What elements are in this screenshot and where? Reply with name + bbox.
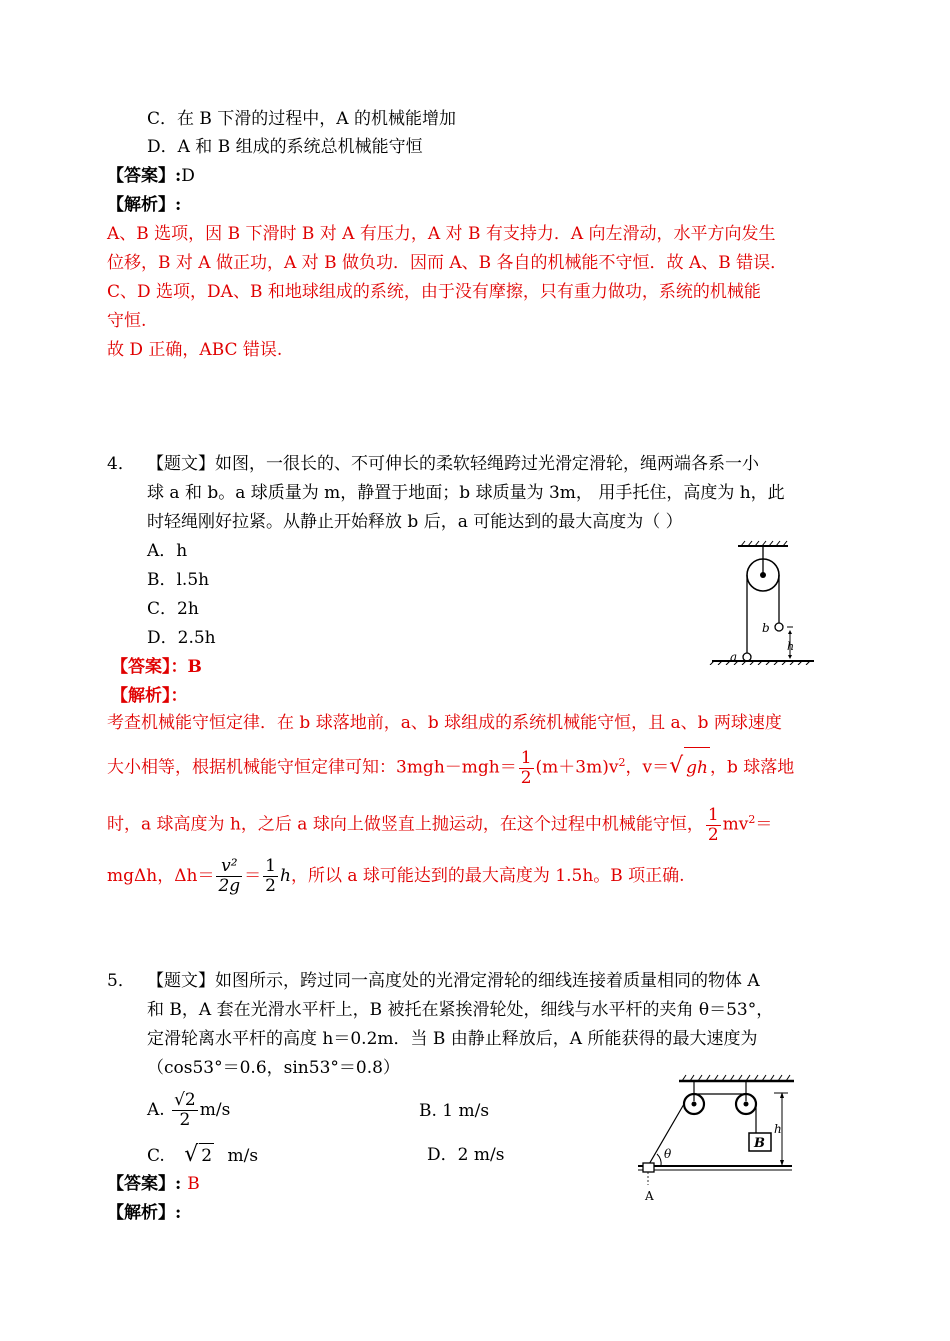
fraction-one-half — [263, 857, 278, 896]
q5-opt-a-label: A. — [147, 1100, 165, 1120]
q3-analysis-label: 【解析】: — [107, 195, 182, 215]
q4-analysis-line-4 — [107, 856, 685, 896]
q5-option-c — [147, 1143, 258, 1168]
q4-a4-eq: ＝ — [244, 866, 262, 886]
q4-option-c: C．2h — [147, 599, 199, 619]
sqrt-icon: √ — [669, 753, 684, 779]
q3-option-c: C．在 B 下滑的过程中，A 的机械能增加 — [147, 109, 456, 129]
q3-analysis-line: A、B 选项，因 B 下滑时 B 对 A 有压力，A 对 B 有支持力．A 向左滑动，水平方向发生 — [107, 224, 776, 244]
q4-a3-mv: mv — [722, 814, 749, 835]
label-a: a — [730, 650, 738, 664]
q3-answer-label: 【答案】: — [107, 166, 182, 186]
q5-opt-a-unit: m/s — [199, 1100, 231, 1120]
q4-a3-sq: 2 — [748, 813, 756, 826]
fraction-one-half — [706, 806, 721, 845]
q3-answer — [107, 164, 195, 188]
q5-stem-line: 定滑轮离水平杆的高度 h＝0.2m．当 B 由静止释放后，A 所能获得的最大速度为 — [147, 1029, 758, 1049]
fraction-v2-over-2g — [216, 857, 242, 896]
label-theta: θ — [664, 1147, 672, 1161]
q3-option-d: D．A 和 B 组成的系统总机械能守恒 — [147, 137, 423, 157]
q4-a3-pre: 时，a 球高度为 h，之后 a 球向上做竖直上抛运动，在这个过程中机械能守恒， — [107, 814, 704, 835]
q3-answer-value: D — [181, 166, 195, 186]
q5-analysis-label: 【解析】: — [107, 1203, 182, 1223]
ball-b — [775, 623, 783, 631]
q4-a2-sq: 2 — [618, 756, 626, 769]
q4-stem-line: 【题文】如图，一很长的、不可伸长的柔软轻绳跨过光滑定滑轮，绳两端各系一小 — [147, 454, 759, 474]
q4-analysis-line-3 — [107, 800, 773, 845]
q3-analysis-line: 守恒. — [107, 311, 147, 331]
fraction-sqrt2-over-2 — [172, 1091, 198, 1130]
q4-a2-pre: 大小相等，根据机械能守恒定律可知：3mgh－mgh＝ — [107, 757, 517, 778]
q3-analysis-line: 故 D 正确，ABC 错误. — [107, 340, 283, 360]
frac-num: 1 — [265, 856, 276, 876]
q3-analysis-line: C、D 选项，DA、B 和地球组成的系统，由于没有摩擦，只有重力做功，系统的机械能 — [107, 282, 761, 302]
frac-num: 1 — [707, 804, 719, 825]
q4-number: 4． — [107, 454, 135, 474]
q4-a2-post: ，b 球落地 — [709, 757, 795, 778]
q4-a4-pre: mgΔh，Δh＝ — [107, 866, 215, 886]
q4-option-a: A．h — [147, 541, 188, 561]
label-h: h — [774, 1122, 782, 1136]
label-a: A — [645, 1189, 654, 1203]
q4-a2-mid: (m＋3m)v — [535, 757, 619, 778]
ball-a — [743, 653, 751, 661]
label-block-b: B — [754, 1136, 765, 1151]
frac-num: 1 — [520, 747, 532, 768]
frac-den: 2g — [218, 876, 241, 896]
frac-den: 2 — [179, 1110, 191, 1130]
q5-option-b: B. 1 m/s — [419, 1101, 490, 1121]
frac-den: 2 — [265, 876, 276, 896]
q5-stem-line: 【题文】如图所示，跨过同一高度处的光滑定滑轮的细线连接着质量相同的物体 A — [147, 971, 760, 991]
sqrt-gh: gh — [684, 747, 710, 788]
q4-a2-v: ，v＝ — [625, 757, 670, 778]
q5-option-d: D．2 m/s — [427, 1145, 505, 1165]
q5-number: 5． — [107, 971, 135, 991]
ground-hatch — [710, 661, 814, 665]
ceiling-hatch — [738, 541, 788, 546]
q4-a3-eq: ＝ — [755, 814, 773, 835]
q4-analysis-line-1: 考查机械能守恒定律．在 b 球落地前，a、b 球组成的系统机械能守恒，且 a、b 两球速度 — [107, 713, 782, 733]
q5-stem-line: （cos53°＝0.6，sin53°＝0.8） — [147, 1058, 400, 1078]
q5-stem-line: 和 B，A 套在光滑水平杆上，B 被托在紧挨滑轮处，细线与水平杆的夹角 θ＝53°， — [147, 1000, 774, 1020]
q5-option-a — [147, 1090, 230, 1134]
q5-answer-value: B — [187, 1174, 200, 1194]
ring-a — [643, 1163, 654, 1172]
sqrt-icon: √ — [184, 1142, 199, 1167]
q4-a4-h: h — [280, 866, 291, 886]
frac-den: 2 — [520, 767, 532, 788]
fraction-one-half — [519, 749, 534, 788]
q5-answer — [107, 1172, 200, 1196]
sqrt-2: 2 — [199, 1143, 214, 1168]
frac-num: v² — [216, 857, 242, 877]
q4-option-d: D．2.5h — [147, 628, 216, 648]
label-h: h — [787, 640, 795, 653]
frac-num: √2 — [174, 1090, 196, 1110]
q4-analysis-label: 【解析】： — [111, 686, 188, 706]
q4-answer: 【答案】：B — [111, 657, 202, 677]
q4-a4-post: ，所以 a 球可能达到的最大高度为 1.5h。B 项正确. — [290, 866, 685, 886]
q4-option-b: B．l.5h — [147, 570, 210, 590]
q5-opt-c-unit: m/s — [227, 1146, 259, 1166]
q5-answer-label: 【答案】: — [107, 1174, 182, 1194]
q4-pulley-figure — [708, 540, 818, 665]
ceiling-hatch — [679, 1075, 794, 1081]
q4-stem-line: 球 a 和 b。a 球质量为 m，静置于地面；b 球质量为 3m， 用手托住，高度为 h，此 — [147, 483, 785, 503]
label-b: b — [762, 621, 770, 635]
q5-figure — [634, 1073, 804, 1205]
frac-den: 2 — [707, 824, 719, 845]
q4-analysis-line-2 — [107, 743, 795, 788]
q5-opt-c-label: C. — [147, 1146, 165, 1166]
q3-analysis-line: 位移，B 对 A 做正功，A 对 B 做负功．因而 A、B 各自的机械能不守恒．故 A、B 错误． — [107, 253, 788, 273]
q4-stem-line: 时轻绳刚好拉紧。从静止开始释放 b 后，a 可能达到的最大高度为（ ） — [147, 512, 683, 532]
